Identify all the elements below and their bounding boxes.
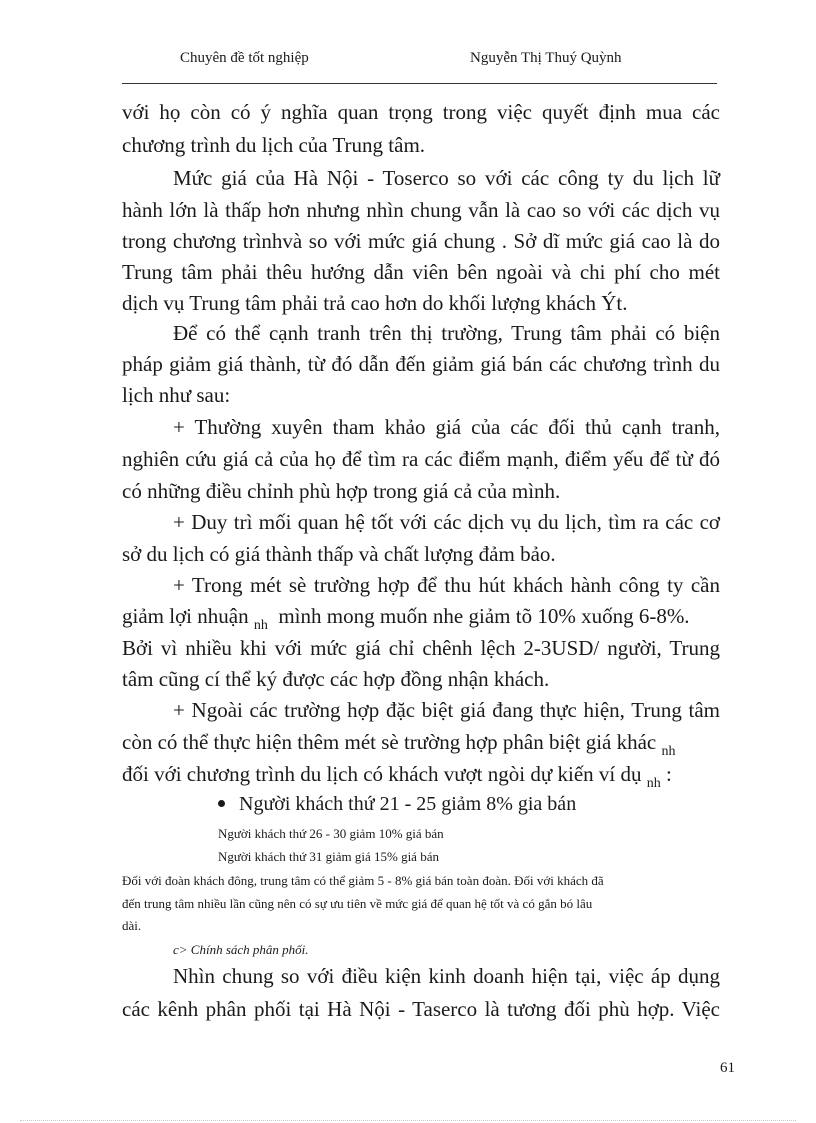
- body-line: chương trình du lịch của Trung tâm.: [122, 133, 426, 157]
- note-line: dài.: [122, 918, 142, 933]
- body-line: [122, 730, 720, 760]
- section-heading: c> Chính sách phân phối.: [173, 942, 309, 957]
- body-line: tâm cũng cí thể ký được các hợp đồng nhận khách.: [122, 667, 550, 691]
- bullet-text: Người khách thứ 21 - 25 giảm 8% gia bán: [239, 793, 577, 815]
- body-line: [122, 604, 720, 634]
- subscript-text: nh: [661, 744, 676, 759]
- body-line: hành lớn là thấp hơn nhưng nhìn chung vẫn là cao so với các dịch vụ: [122, 198, 720, 222]
- subscript-text: nh: [646, 776, 661, 791]
- body-line: Bởi vì nhiều khi với mức giá chỉ chênh lệch 2-3USD/ người, Trung: [122, 636, 720, 660]
- page-bottom-border: [20, 1120, 796, 1121]
- body-text: đối với chương trình du lịch có khách vượt ngòi dự kiến ví dụ: [122, 762, 642, 786]
- body-line: trong chương trìnhvà so với mức giá chung . Sở dĩ mức giá cao là do: [122, 229, 720, 253]
- body-line: lịch như sau:: [122, 383, 231, 407]
- body-line: có những điều chỉnh phù hợp trong giá cả của mình.: [122, 479, 561, 503]
- note-line: đến trung tâm nhiều lần cũng nên có sự ưu tiên về mức giá để quan hệ tốt và có gắn bó lâu: [122, 896, 593, 911]
- body-text: giảm lợi nhuận: [122, 604, 249, 628]
- body-line: + Ngoài các trường hợp đặc biệt giá đang thực hiện, Trung tâm: [173, 698, 720, 722]
- body-text: mình mong muốn nhe giảm tõ 10% xuống 6-8%.: [278, 604, 690, 628]
- note-line: Đối với đoàn khách đông, trung tâm có thể giảm 5 - 8% giá bán toàn đoàn. Đối với khách đã: [122, 873, 604, 888]
- body-line: [122, 762, 720, 792]
- body-line: + Duy trì mối quan hệ tốt với các dịch vụ du lịch, tìm ra các cơ: [173, 510, 720, 534]
- bullet-dot-icon: [218, 800, 225, 807]
- subscript-text: nh: [253, 618, 268, 633]
- header-document-title: Chuyên đề tốt nghiệp: [180, 50, 309, 66]
- body-line: với họ còn có ý nghĩa quan trọng trong việc quyết định mua các: [122, 100, 720, 124]
- body-line: Để có thể cạnh tranh trên thị trường, Trung tâm phải có biện: [173, 321, 720, 345]
- body-line: Mức giá của Hà Nội - Toserco so với các công ty du lịch lữ: [173, 166, 720, 190]
- body-line: các kênh phân phối tại Hà Nội - Taserco là tương đối phù hợp. Việc: [122, 997, 720, 1021]
- body-line: nghiên cứu giá cả của họ để tìm ra các điểm mạnh, điểm yếu để từ đó: [122, 447, 720, 471]
- body-line: dịch vụ Trung tâm phải trả cao hơn do khối lượng khách Ýt.: [122, 291, 628, 315]
- body-line: pháp giảm giá thành, từ đó dẫn đến giảm giá bán các chương trình du: [122, 352, 720, 376]
- body-text: còn có thể thực hiện thêm mét sè trường hợp phân biệt giá khác: [122, 730, 657, 754]
- bullet-item: [218, 793, 576, 816]
- page-number: 61: [720, 1060, 735, 1076]
- body-text: :: [665, 762, 672, 786]
- discount-line: Người khách thứ 26 - 30 giảm 10% giá bán: [218, 826, 444, 841]
- body-line: sở du lịch có giá thành thấp và chất lượng đảm bảo.: [122, 542, 556, 566]
- header-rule: [122, 83, 717, 84]
- body-line: + Trong mét sè trường hợp để thu hút khách hành công ty cần: [173, 573, 720, 597]
- header-author-name: Nguyễn Thị Thuý Quỳnh: [470, 50, 622, 66]
- body-line: + Thường xuyên tham khảo giá của các đối thủ cạnh tranh,: [173, 415, 720, 439]
- discount-line: Người khách thứ 31 giảm giá 15% giá bán: [218, 849, 439, 864]
- body-line: Trung tâm phải thêu hướng dẫn viên bên ngoài và chi phí cho mét: [122, 260, 720, 284]
- body-line: Nhìn chung so với điều kiện kinh doanh hiện tại, việc áp dụng: [173, 964, 720, 988]
